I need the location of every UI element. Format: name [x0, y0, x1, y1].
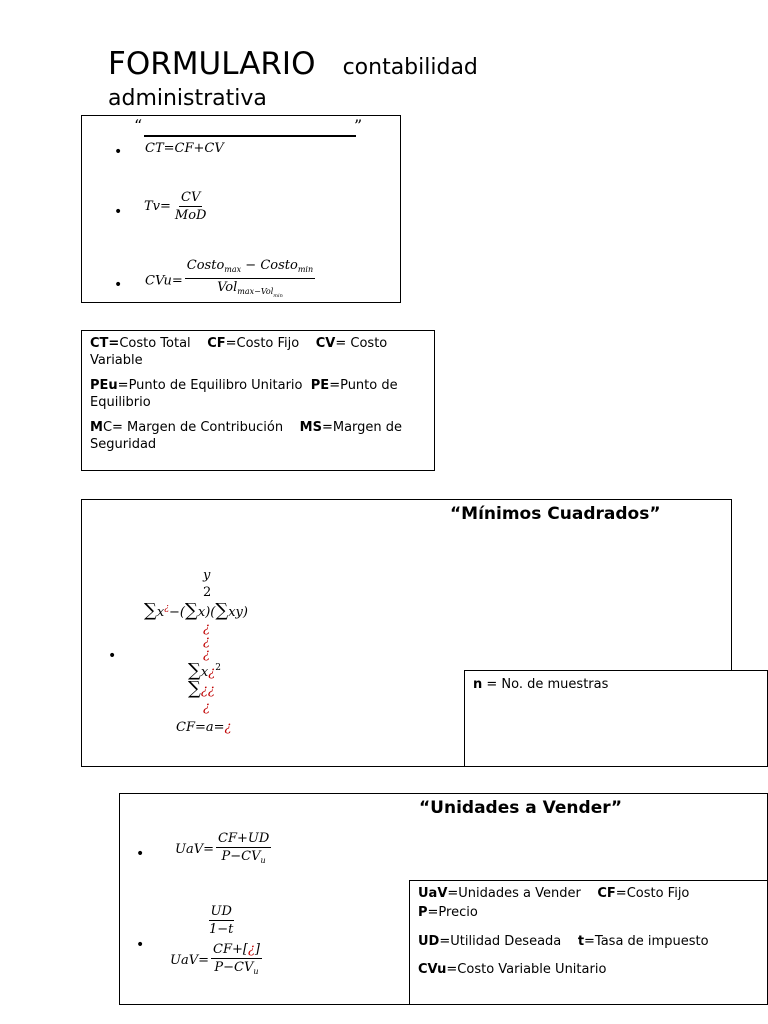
title-main: FORMULARIO [108, 46, 316, 82]
exponent-two: 2 [215, 663, 221, 673]
legend-line-uav [418, 885, 759, 902]
val-ms: =Margen de Seguridad [90, 420, 403, 452]
cf-plus: CF+[ [213, 942, 248, 957]
least-squares-heading: “Mínimos Cuadrados” [450, 504, 661, 524]
placeholder-glyph: ¿ [208, 665, 216, 680]
key-cvu: CVu [418, 962, 447, 977]
least-squares-main-line [144, 600, 248, 621]
legend-line-2 [90, 377, 426, 411]
bullet: • [108, 648, 117, 664]
cf-equals-a: CF=a= [176, 720, 225, 735]
var-x: x [156, 605, 165, 620]
key-pe: PE [310, 378, 330, 393]
val-cvu: =Costo Variable Unitario [446, 962, 607, 977]
formula-tv-fraction [173, 190, 209, 223]
legend-line-n [473, 676, 759, 693]
sub-min: min [297, 265, 314, 274]
p-minus-cv: P−CV [214, 960, 254, 975]
xy-paren: xy) [228, 605, 248, 620]
key-ud: UD [418, 934, 440, 949]
sub-u: u [260, 856, 266, 865]
uav-fraction [216, 831, 271, 868]
formula-cvu [145, 258, 315, 304]
sub-u: u [253, 967, 259, 976]
title-line2: administrativa [108, 86, 267, 111]
sub-max: max [224, 265, 242, 274]
legend-line-ud [418, 933, 759, 950]
key-cv: CV [315, 336, 336, 351]
formula-uav-1 [175, 831, 271, 868]
placeholder-glyph: ¿¿ [200, 683, 215, 698]
quote-open: “ [134, 116, 143, 135]
sigma: ∑ [185, 600, 198, 621]
legend-box-units [409, 880, 768, 1005]
fraction-denominator [215, 279, 285, 304]
uav-lhs: UaV= [175, 842, 214, 857]
ud-fraction [207, 904, 235, 937]
bullet: • [114, 277, 123, 293]
label-y: y [203, 568, 211, 583]
key-cf: CF [597, 886, 616, 901]
bracket-close: ] [254, 942, 260, 957]
x-paren: x)( [197, 605, 216, 620]
val-pe: =Punto de Equilibrio [90, 378, 398, 410]
sigma: ∑ [215, 600, 229, 621]
key-t: t [577, 934, 585, 949]
placeholder-glyph: ¿ [164, 603, 170, 613]
fraction-denominator [220, 848, 268, 868]
key-uav: UaV [418, 886, 448, 901]
minus-paren: −( [169, 605, 185, 620]
val-t: =Tasa de impuesto [584, 934, 709, 949]
legend-box-costs [81, 330, 435, 471]
sigma: ∑ [144, 600, 157, 621]
legend-line-1 [90, 335, 426, 369]
val-peu: =Punto de Equilibro Unitario [117, 378, 303, 393]
key-n: n [473, 677, 483, 692]
bullet: • [136, 937, 145, 953]
val-cf: =Costo Fijo [225, 336, 300, 351]
costo-a: Costo [186, 258, 225, 273]
var-x: x [200, 665, 209, 680]
sub-min-small: min [273, 293, 283, 299]
fraction-numerator [211, 942, 262, 959]
placeholder-glyph: ¿ [203, 700, 210, 715]
fraction-denominator: MoD [174, 208, 207, 223]
bullet: • [114, 144, 123, 160]
val-ud: =Utilidad Deseada [439, 934, 562, 949]
key-p: P [418, 905, 428, 920]
p-minus-cv: P−CV [221, 849, 261, 864]
least-squares-sum2 [188, 678, 215, 699]
legend-line-p [418, 904, 759, 921]
key-ms: MS [299, 420, 322, 435]
page-title [108, 46, 478, 82]
val-mc: = Margen de Contribución [112, 420, 284, 435]
formula-cvu-lhs: CVu= [145, 273, 183, 289]
placeholder-glyph: ¿ [203, 647, 210, 662]
overline-rule [144, 135, 356, 137]
label-two: 2 [203, 585, 212, 600]
fraction-denominator [212, 959, 260, 979]
placeholder-glyph: ¿ [203, 621, 210, 636]
fraction-numerator: CF+UD [218, 831, 270, 846]
key-mc-c: C [102, 420, 113, 435]
costo-b: Costo [260, 258, 298, 273]
val-cf: =Costo Fijo [615, 886, 690, 901]
fraction-denominator: 1−t [209, 922, 234, 937]
formula-ct: CT=CF+CV [145, 141, 224, 156]
least-squares-cf-line [176, 720, 232, 735]
fraction-numerator: UD [210, 904, 232, 919]
val-ct: Costo Total [119, 336, 191, 351]
val-p: =Precio [427, 905, 478, 920]
placeholder-glyph: ¿ [247, 942, 255, 957]
sigma: ∑ [188, 660, 201, 681]
title-rest: contabilidad [342, 55, 478, 80]
val-cv: = Costo Variable [90, 336, 388, 368]
formula-tv [144, 190, 208, 223]
uav-lhs: UaV= [170, 953, 209, 968]
legend-line-cvu [418, 961, 759, 978]
vol: Vol [217, 280, 238, 295]
legend-line-3 [90, 419, 426, 453]
formula-tv-lhs: Tv= [144, 199, 171, 214]
formula-box-costs [81, 115, 401, 303]
uav-fraction [211, 942, 262, 979]
units-heading: “Unidades a Vender” [419, 798, 623, 818]
fraction-numerator [185, 258, 315, 279]
val-n: = No. de muestras [482, 677, 609, 692]
formula-uav-2 [170, 942, 262, 979]
key-ct: CT= [90, 336, 120, 351]
placeholder-glyph: ¿ [224, 720, 232, 735]
minus: − [241, 258, 261, 273]
formula-ud-over-1-t [205, 904, 235, 937]
formula-cvu-fraction [185, 258, 315, 304]
sub-vol: max−Vol [237, 287, 274, 296]
sigma: ∑ [188, 678, 201, 699]
legend-box-samples [464, 670, 768, 767]
key-mc-m: M [90, 420, 103, 435]
quote-close: ” [354, 116, 363, 135]
placeholder-glyph: ¿ [203, 634, 210, 649]
val-uav: =Unidades a Vender [447, 886, 581, 901]
key-cf: CF [207, 336, 226, 351]
bullet: • [114, 204, 123, 220]
fraction-numerator: CV [181, 190, 201, 205]
bullet: • [136, 846, 145, 862]
key-peu: PEu [90, 378, 118, 393]
